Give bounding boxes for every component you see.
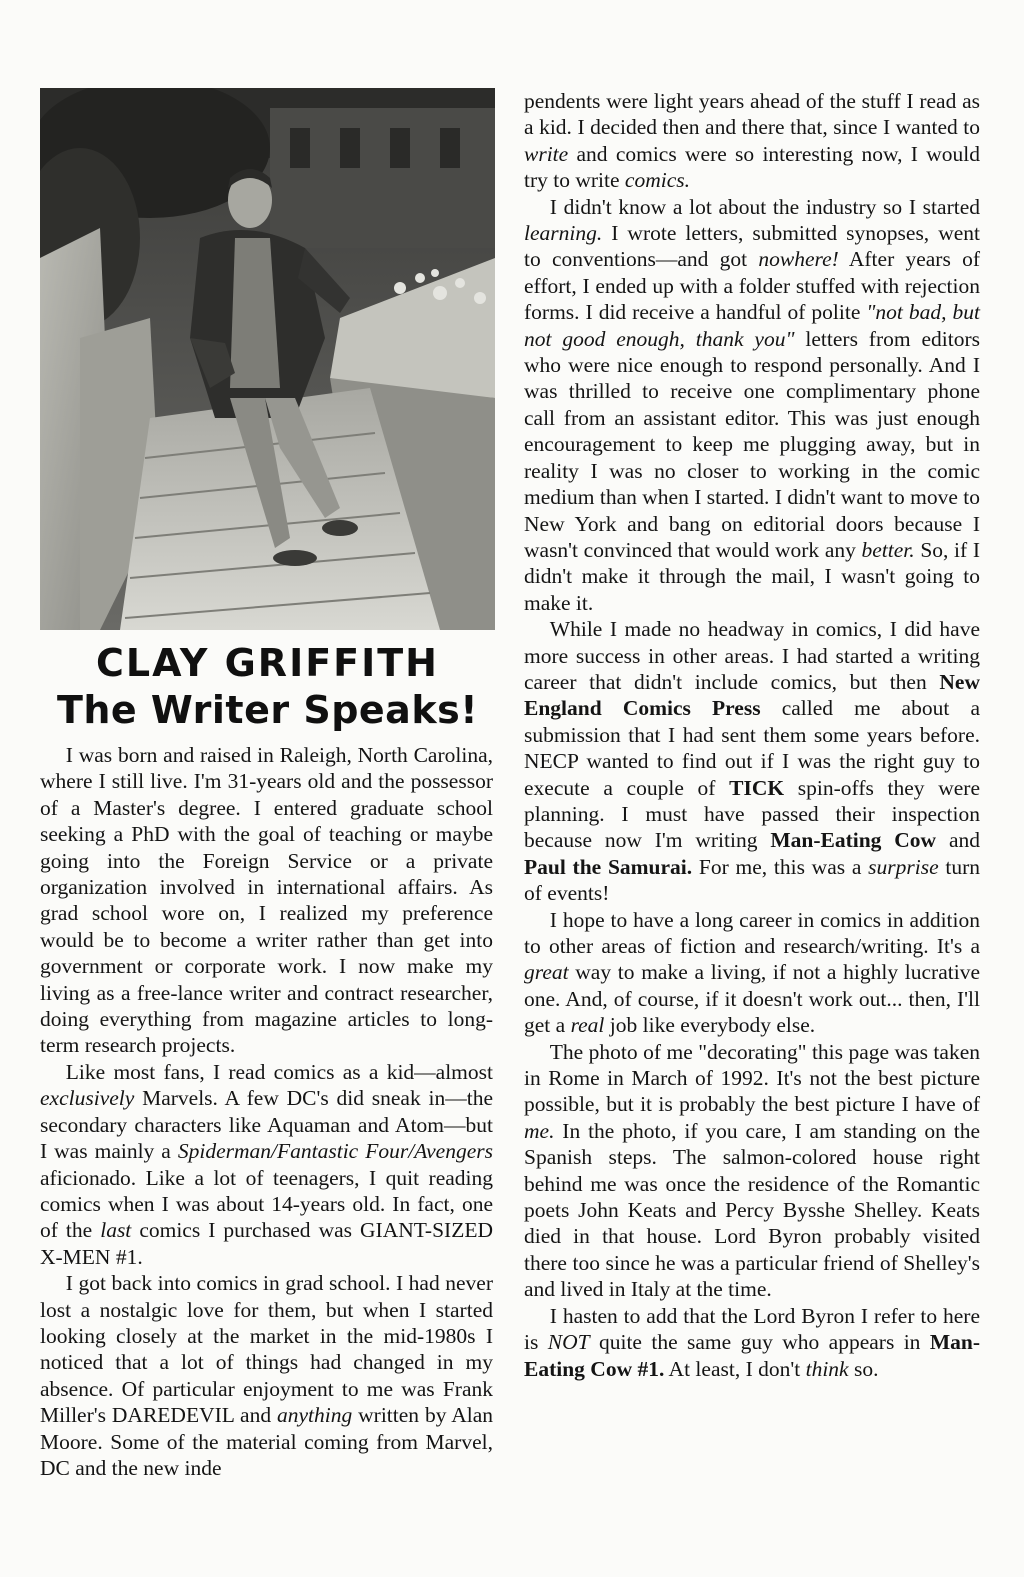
- text-run: quite the same guy who appears in: [589, 1330, 930, 1355]
- text-run: While I made no headway in comics, I did have more success in other areas. I had started a writing career that didn't include comics, but then: [524, 617, 980, 694]
- text-run: and: [936, 828, 980, 853]
- text-run: so.: [848, 1356, 879, 1381]
- paragraph: [40, 1270, 493, 1481]
- bold-text: Man-Eating Cow #1.: [524, 1330, 981, 1381]
- text-run: I hope to have a long career in comics in addition to other areas of fiction and research/writing. It's a: [524, 907, 980, 958]
- italic-text: surprise: [868, 854, 939, 879]
- text-run: Marvels. A few DC's did sneak in—the secondary characters like Aquaman and Atom—but I was mainly a: [40, 1086, 493, 1164]
- bold-text: Man-Eating Cow: [770, 828, 937, 853]
- italic-text: NOT: [547, 1330, 590, 1355]
- text-run: I didn't know a lot about the industry so I started: [549, 194, 980, 219]
- italic-text: better.: [861, 537, 915, 562]
- text-run: comics I purchased was GIANT-SIZED X-MEN #1.: [40, 1218, 493, 1269]
- text-run: I wrote letters, submitted synopses, went to conventions—and got: [524, 221, 980, 272]
- text-run: aficionado. Like a lot of teenagers, I quit reading comics when I was about 14-years old. In fact, one of the: [40, 1165, 493, 1243]
- text-run: Like most fans, I read comics as a kid—almost: [65, 1059, 493, 1084]
- headline: [40, 640, 495, 734]
- text-run: called me about a submission that I had sent them some years before. NECP wanted to find out if I was the right guy to execute a couple of: [524, 696, 980, 800]
- text-run: letters from editors who were nice enough to respond personally. And I was thrilled to receive one complimentary phone call from an assistant editor. This was just enough encouragement to keep me plugging away, but in reality I was no closer to working in the comic medium than when I started. I didn't want to move to New York and bang on editorial doors because I wasn't convinced that would work any: [524, 326, 981, 562]
- text-run: The photo of me "decorating" this page was taken in Rome in March of 1992. It's not the best picture possible, but it is probably the best picture I have of: [524, 1039, 980, 1117]
- paragraph: [40, 1059, 493, 1270]
- paragraph: [524, 194, 980, 617]
- italic-text: last: [100, 1218, 132, 1243]
- italic-text: write: [524, 141, 569, 166]
- italic-text: nowhere!: [758, 247, 839, 272]
- italic-text: "not bad, but not good enough, thank you": [524, 300, 980, 351]
- right-column: [524, 88, 980, 1382]
- italic-text: learning.: [524, 221, 603, 246]
- paragraph: [524, 616, 980, 906]
- text-run: After years of effort, I ended up with a folder stuffed with rejection forms. I did receive a handful of polite: [524, 247, 980, 325]
- text-run: and comics were so interesting now, I would try to write: [524, 141, 980, 193]
- text-run: So, if I didn't make it through the mail, I wasn't going to make it.: [524, 537, 981, 615]
- text-run: spin-offs they were planning. I must have passed their inspection because now I'm writing: [524, 775, 980, 853]
- paragraph: [524, 907, 980, 1039]
- paragraph: [524, 1039, 980, 1303]
- italic-text: exclusively: [40, 1086, 135, 1111]
- paragraph: [524, 88, 980, 194]
- italic-text: anything: [276, 1403, 353, 1428]
- text-run: For me, this was a: [692, 854, 869, 879]
- headline-name: CLAY GRIFFITH: [96, 641, 439, 685]
- text-run: I was born and raised in Raleigh, North Carolina, where I still live. I'm 31-years old and the possessor of a Master's degree. I entered graduate school seeking a PhD with the goal of teaching or maybe going into the Foreign Service or a private organization involved in international affairs. As grad school wore on, I realized my preference would be to become a writer rather than get into government or corporate work. I now make my living as a free-lance writer and contract researcher, doing everything from magazine articles to long-term research projects.: [40, 743, 493, 1058]
- italic-text: comics.: [624, 168, 690, 193]
- author-photo-image: [40, 88, 495, 630]
- italic-text: real: [570, 1013, 605, 1038]
- text-run: way to make a living, if not a highly lucrative one. And, of course, if it doesn't work out... then, I'll get a: [524, 960, 980, 1038]
- author-photo: [40, 88, 495, 630]
- italic-text: me.: [524, 1118, 555, 1143]
- italic-text: great: [524, 960, 569, 985]
- text-run: In the photo, if you care, I am standing on the Spanish steps. The salmon-colored house right behind me was once the residence of the Romantic poets John Keats and Percy Bysshe Shelley. Keats died in that house. Lord Byron probably visited there too since he was a particular friend of Shelley's and lived in Italy at the time.: [524, 1118, 980, 1302]
- paragraph: [40, 742, 493, 1059]
- text-run: pendents were light years ahead of the stuff I read as a kid. I decided then and there that, since I wanted to: [524, 89, 980, 140]
- text-run: I hasten to add that the Lord Byron I refer to here is: [524, 1303, 980, 1355]
- text-run: turn of events!: [524, 854, 980, 906]
- left-column: [40, 742, 493, 1481]
- headline-subtitle: The Writer Speaks!: [56, 688, 479, 732]
- paragraph: [524, 1303, 980, 1382]
- text-run: job like everybody else.: [604, 1013, 816, 1038]
- text-run: written by Alan Moore. Some of the material coming from Marvel, DC and the new inde: [40, 1403, 493, 1480]
- text-run: I got back into comics in grad school. I had never lost a nostalgic love for them, but when I started looking closely at the market in the mid-1980s I noticed that a lot of things had changed in my absence. Of particular enjoyment to me was Frank Miller's DAREDEVIL and: [40, 1271, 493, 1428]
- bold-text: TICK: [729, 775, 785, 800]
- bold-text: New England Comics Press: [524, 669, 980, 721]
- text-run: At least, I don't: [664, 1356, 806, 1381]
- bold-text: Paul the Samurai.: [524, 854, 693, 879]
- italic-text: Spiderman/Fantastic Four/Avengers: [177, 1139, 493, 1164]
- italic-text: think: [805, 1356, 849, 1381]
